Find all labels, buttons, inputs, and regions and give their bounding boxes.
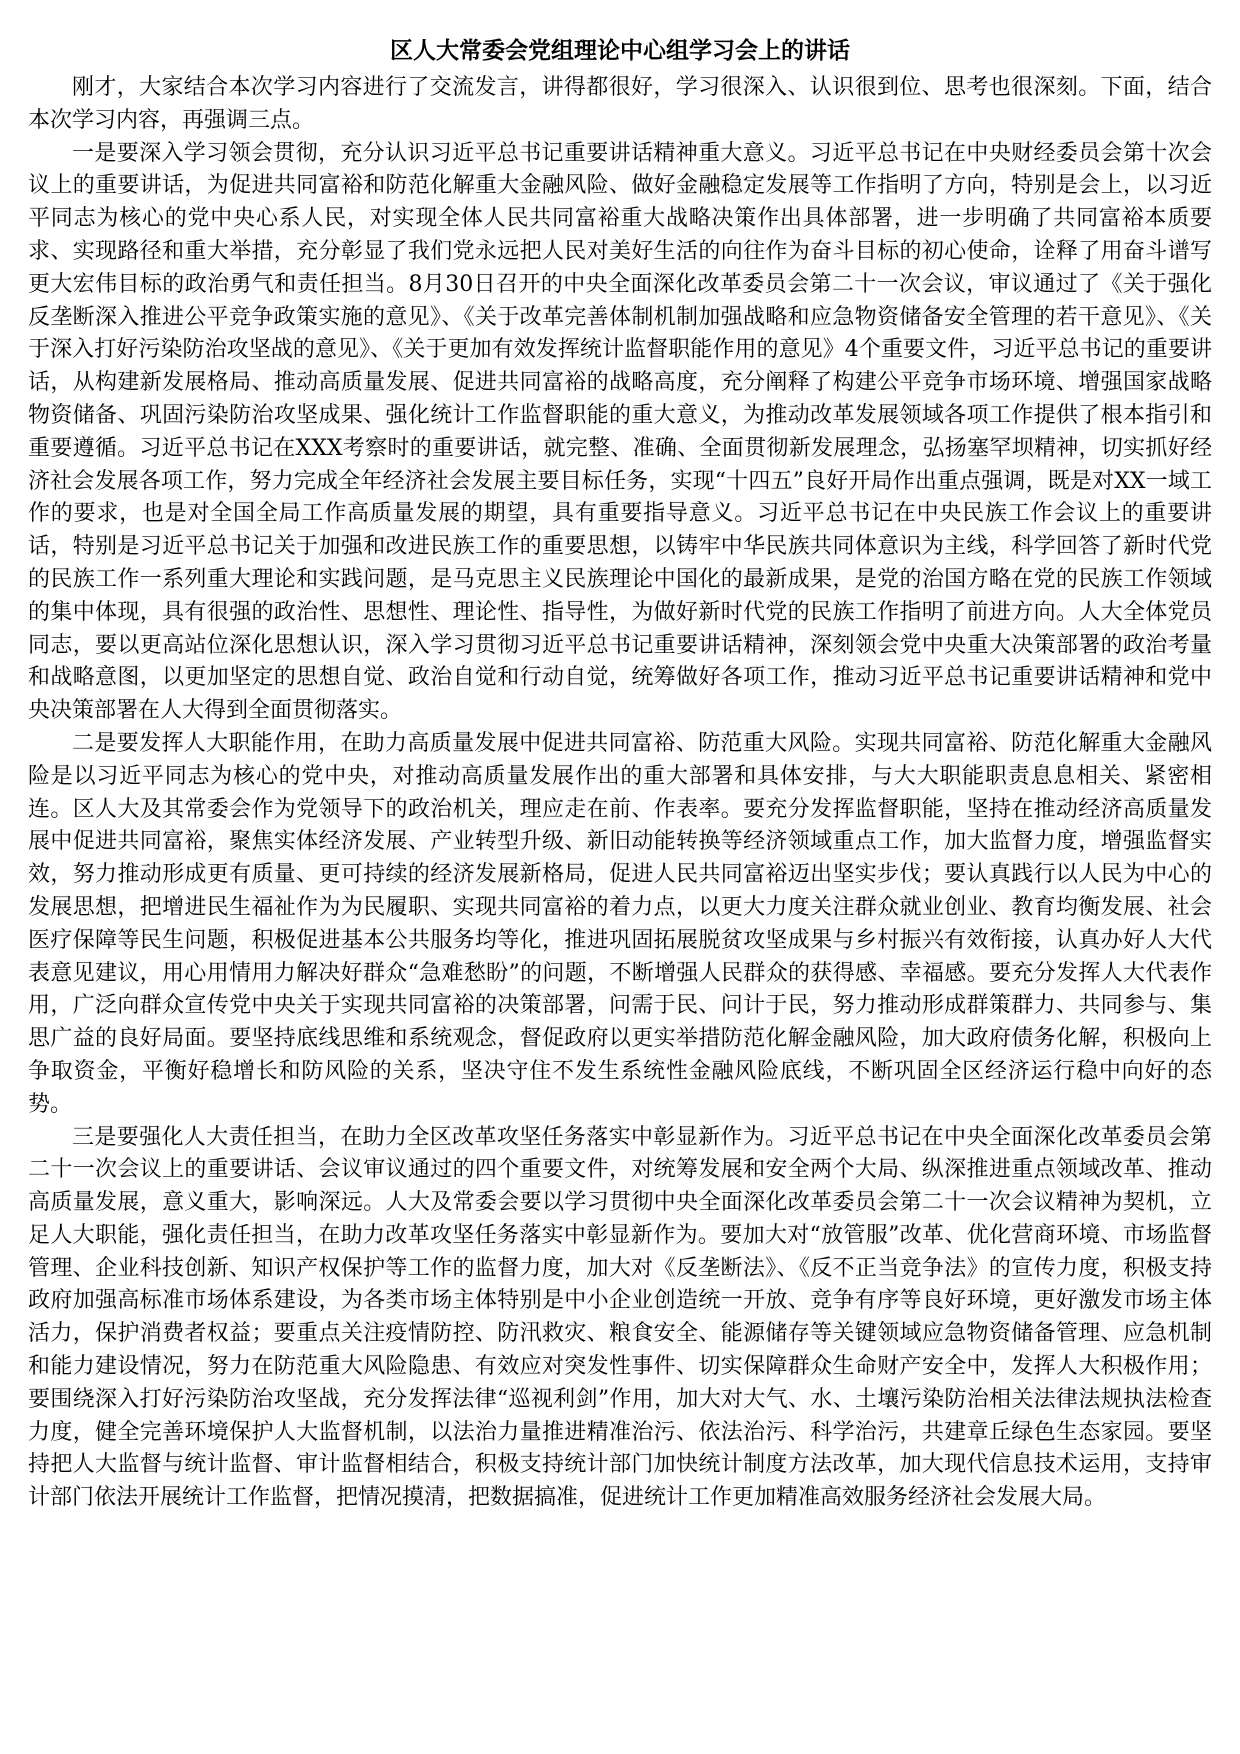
paragraph-point-one: 一是要深入学习领会贯彻，充分认识习近平总书记重要讲话精神重大意义。习近平总书记在中央财经委员会第十次会议上的重要讲话，为促进共同富裕和防范化解重大金融风险、做好金融稳定发展等工作指明了方向，特别是会上，以习近平同志为核心的党中央心系人民，对实现全体人民共同富裕重大战略决策作出具体部署，进一步明确了共同富裕本质要求、实现路径和重大举措，充分彰显了我们党永远把人民对美好生活的向往作为奋斗目标的初心使命，诠释了用奋斗谱写更大宏伟目标的政治勇气和责任担当。8月30日召开的中央全面深化改革委员会第二十一次会议，审议通过了《关于强化反垄断深入推进公平竞争政策实施的意见》、《关于改革完善体制机制加强战略和应急物资储备安全管理的若干意见》、《关于深入打好污染防治攻坚战的意见》、《关于更加有效发挥统计监督职能作用的意见》4个重要文件，习近平总书记的重要讲话，从构建新发展格局、推动高质量发展、促进共同富裕的战略高度，充分阐释了构建公平竞争市场环境、增强国家战略物资储备、巩固污染防治攻坚成果、强化统计工作监督职能的重大意义，为推动改革发展领域各项工作提供了根本指引和重要遵循。习近平总书记在XXX考察时的重要讲话，就完整、准确、全面贯彻新发展理念，弘扬塞罕坝精神，切实抓好经济社会发展各项工作，努力完成全年经济社会发展主要目标任务，实现“十四五”良好开局作出重点强调，既是对XX一域工作的要求，也是对全国全局工作高质量发展的期望，具有重要指导意义。习近平总书记在中央民族工作会议上的重要讲话，特别是习近平总书记关于加强和改进民族工作的重要思想，以铸牢中华民族共同体意识为主线，科学回答了新时代党的民族工作一系列重大理论和实践问题，是马克思主义民族理论中国化的最新成果，是党的治国方略在党的民族工作领域的集中体现，具有很强的政治性、思想性、理论性、指导性，为做好新时代党的民族工作指明了前进方向。人大全体党员同志，要以更高站位深化思想认识，深入学习贯彻习近平总书记重要讲话精神，深刻领会党中央重大决策部署的政治考量和战略意图，以更加坚定的思想自觉、政治自觉和行动自觉，统筹做好各项工作，推动习近平总书记重要讲话精神和党中央决策部署在人大得到全面贯彻落实。: [28, 140, 1212, 724]
paragraph-point-two: 二是要发挥人大职能作用，在助力高质量发展中促进共同富裕、防范重大风险。实现共同富裕、防范化解重大金融风险是以习近平同志为核心的党中央，对推动高质量发展作出的重大部署和具体安排，与大大职能职责息息相关、紧密相连。区人大及其常委会作为党领导下的政治机关，理应走在前、作表率。要充分发挥监督职能，坚持在推动经济高质量发展中促进共同富裕，聚焦实体经济发展、产业转型升级、新旧动能转换等经济领域重点工作，加大监督力度，增强监督实效，努力推动形成更有质量、更可持续的经济发展新格局，促进人民共同富裕迈出坚实步伐；要认真践行以人民为中心的发展思想，把增进民生福祉作为为民履职、实现共同富裕的着力点，以更大力度关注群众就业创业、教育均衡发展、社会医疗保障等民生问题，积极促进基本公共服务均等化，推进巩固拓展脱贫攻坚成果与乡村振兴有效衔接，认真办好人大代表意见建议，用心用情用力解决好群众“急难愁盼”的问题，不断增强人民群众的获得感、幸福感。要充分发挥人大代表作用，广泛向群众宣传党中央关于实现共同富裕的决策部署，问需于民、问计于民，努力推动形成群策群力、共同参与、集思广益的良好局面。要坚持底线思维和系统观念，督促政府以更实举措防范化解金融风险，加大政府债务化解，积极向上争取资金，平衡好稳增长和防风险的关系，坚决守住不发生系统性金融风险底线，不断巩固全区经济运行稳中向好的态势。: [28, 730, 1212, 1117]
paragraph-opening: 刚才，大家结合本次学习内容进行了交流发言，讲得都很好，学习很深入、认识很到位、思考也很深刻。下面，结合本次学习内容，再强调三点。: [28, 75, 1212, 133]
paragraph-point-three: 三是要强化人大责任担当，在助力全区改革攻坚任务落实中彰显新作为。习近平总书记在中央全面深化改革委员会第二十一次会议上的重要讲话、会议审议通过的四个重要文件，对统筹发展和安全两个大局、纵深推进重点领域改革、推动高质量发展，意义重大，影响深远。人大及常委会要以学习贯彻中央全面深化改革委员会第二十一次会议精神为契机，立足人大职能，强化责任担当，在助力改革攻坚任务落实中彰显新作为。要加大对“放管服”改革、优化营商环境、市场监督管理、企业科技创新、知识产权保护等工作的监督力度，加大对《反垄断法》、《反不正当竞争法》的宣传力度，积极支持政府加强高标准市场体系建设，为各类市场主体特别是中小企业创造统一开放、竞争有序等良好环境，更好激发市场主体活力，保护消费者权益；要重点关注疫情防控、防汛救灾、粮食安全、能源储存等关键领域应急物资储备管理、应急机制和能力建设情况，努力在防范重大风险隐患、有效应对突发性事件、切实保障群众生命财产安全中，发挥人大积极作用；要围绕深入打好污染防治攻坚战，充分发挥法律“巡视利剑”作用，加大对大气、水、土壤污染防治相关法律法规执法检查力度，健全完善环境保护人大监督机制，以法治力量推进精准治污、依法治污、科学治污，共建章丘绿色生态家园。要坚持把人大监督与统计监督、审计监督相结合，积极支持统计部门加快统计制度方法改革，加大现代信息技术运用，支持审计部门依法开展统计工作监督，把情况摸清，把数据搞准，促进统计工作更加精准高效服务经济社会发展大局。: [28, 1124, 1212, 1511]
document-title: 区人大常委会党组理论中心组学习会上的讲话: [390, 37, 850, 64]
